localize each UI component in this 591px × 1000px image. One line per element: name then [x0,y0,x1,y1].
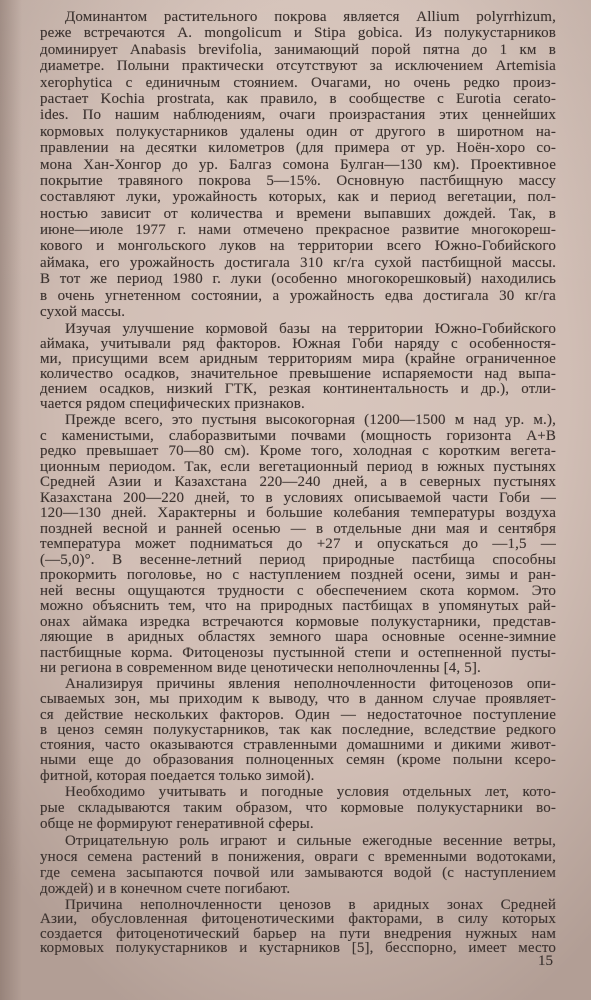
text-line: Изучая улучшение кормовой базы на территории Южно-Гобийского [65,322,556,337]
text-line: чается рядом специфических признаков. [40,397,305,412]
page-number: 15 [538,953,553,969]
paragraph [40,413,556,677]
text-line: покрытие травяного покрова 5—15%. Основную пастбищную массу [40,172,556,189]
text-line: где семена засыпаются почвой или замываются водой (с наступлением [40,865,556,881]
text-line: онах аймака изредка встречаются кормовые полукустарники, представ- [40,614,556,630]
text-line: растает Kochia prostrata, как правило, в сообществе с Eurotia cerato- [40,90,556,107]
text-line: создается фитоценотический барьер на пути внедрения нужных нам [40,926,556,941]
text-line: количество осадков, значительное превышение испаряемости над выпа- [40,367,556,382]
paragraph [40,898,556,955]
text-line: составляют луки, урожайность которых, как и период вегетации, пол- [40,189,556,206]
text-line: рые складываются таким образом, что кормовые полукустарники во- [40,800,556,816]
text-line: xerophytica с единичным стоянием. Очагами, но очень редко произ- [40,74,556,91]
text-line: с каменистыми, слаборазвитыми почвами (мощность горизонта A+B [40,428,556,444]
text-line: температура может подниматься до +27 и опускаться до —1,5 — [40,537,556,552]
text-line: ides. По нашим наблюдениям, очаги произрастания этих ценнейших [40,107,556,124]
text-line: Необходимо учитывать и погодные условия отдельных лет, кото- [65,784,556,800]
text-line: редко превышает 70—80 см). Кроме того, холодная с коротким вегета- [40,444,556,459]
text-line: фитной, которая поедается только зимой). [40,768,315,784]
text-line: стояния, часто оказываются стравленными домашними и дикими живот- [40,738,556,754]
text-line: ми, присущими всем аридным территориям мира (крайне ограниченное [40,352,556,367]
text-line: (—5,0)°. В весенне-летний период природные пастбища способны [40,552,556,568]
text-line: ционным периодом. Так, если вегетационный период в южных пустынях [40,459,556,475]
text-line: кормовых полукустарников и кустарников [5], бесспорно, имеет место [40,940,556,956]
text-line: Прежде всего, это пустыня высокогорная (1200—1500 м над ур. м.), [65,413,556,428]
text-line: В тот же период 1980 г. луки (особенно многокорешковый) находились [40,271,556,288]
paragraph [40,9,556,320]
paragraph [40,322,556,412]
text-line: кормовых полукустарников удалены один от другого в широтном на- [40,123,556,140]
text-line: унося семена растений в понижения, овраги с временными водотоками, [40,849,556,865]
paragraph [40,784,556,832]
text-line: Причина неполночленности ценозов в аридных зонах Средней [65,898,556,913]
text-line: 120—130 дней. Характерны и большие колебания температуры воздуха [40,506,556,521]
text-line: аймака, учитывали ряд факторов. Южная Гоби наряду с особенностя- [40,337,556,352]
text-line: аймака, его урожайность достигала 310 кг/га сухой пастбищной массы. [40,254,556,271]
text-line: ными еще до образования полноценных семян (кроме полыни ксеро- [40,753,556,769]
text-line: правлении на десятки километров (для примера от ур. Ноён-хоро со- [40,140,556,157]
text-line: ней весны ощущаются трудности с обеспечением скота кормом. Это [40,583,556,599]
text-line: пастбищные корма. Фитоценозы пустынной степи и остепненной пусты- [40,645,556,661]
text-line: сухой массы. [40,304,126,321]
text-line: дождей) и в конечном счете погибают. [40,881,291,897]
text-line: кового и монгольского луков на территории всего Южно-Гобийского [40,238,556,255]
text-line: Азии, обусловленная фитоценотическими факторами, в силу которых [40,912,556,927]
text-line: реже встречаются A. mongolicum и Stipa gobica. Из полукустарников [40,25,556,42]
text-line: мона Хан-Хонгор до ур. Балгаз сомона Булган—130 км). Проективное [40,156,556,173]
text-line: ляющие в аридных областях земного шара основные осенне-зимние [40,630,556,645]
text-line: сываемых зон, мы приходим к выводу, что в данном случае проявляет- [40,692,556,708]
text-line: диаметре. Полыни практически отсутствуют за исключением Artemisia [40,58,556,75]
text-line: доминирует Anabasis brevifolia, занимающий порой пятна до 1 км в [40,41,556,58]
text-line: обще не формируют генеративной сферы. [40,816,314,832]
paragraph [40,677,556,784]
text-line: Средней Азии и Казахстана 220—240 дней, а в северных пустынях [40,475,556,490]
text-line: июне—июле 1977 г. нами отмечено прекрасное развитие многокореш- [40,222,556,239]
text-line: Отрицательную роль играют и сильные ежегодные весенние ветры, [65,833,556,849]
text-line: поздней весной и ранней осенью — в отдельные дни мая и сентября [40,521,556,537]
text-line: прокормить поголовье, но с наступлением поздней осени, зимы и ран- [40,568,556,583]
text-line: Доминантом растительного покрова является Allium polyrrhizum, [65,9,556,25]
text-line: в очень угнетенном состоянии, а урожайность едва достигала 30 кг/га [40,287,556,304]
text-line: ностью зависит от количества и времени выпавших дождей. Так, в [40,205,556,222]
text-line: Анализируя причины явления неполночленности фитоценозов опи- [65,677,556,692]
text-line: дением осадков, низкий ГТК, резкая континентальность и др.), отли- [40,382,556,397]
text-line: ни региона в современном виде ценотически неполночленны [4, 5]. [40,661,481,676]
paragraph [40,833,556,897]
text-line: можно объяснить тем, что на природных пастбищах в упомянутых рай- [40,599,556,614]
text-line: Казахстана 200—220 дней, то в условиях описываемой части Гоби — [40,490,556,506]
text-line: в ценоз семян полукустарников, так как последние, вследствие редкого [40,722,556,738]
text-line: ся действие нескольких факторов. Один — недостаточное поступление [40,707,556,723]
